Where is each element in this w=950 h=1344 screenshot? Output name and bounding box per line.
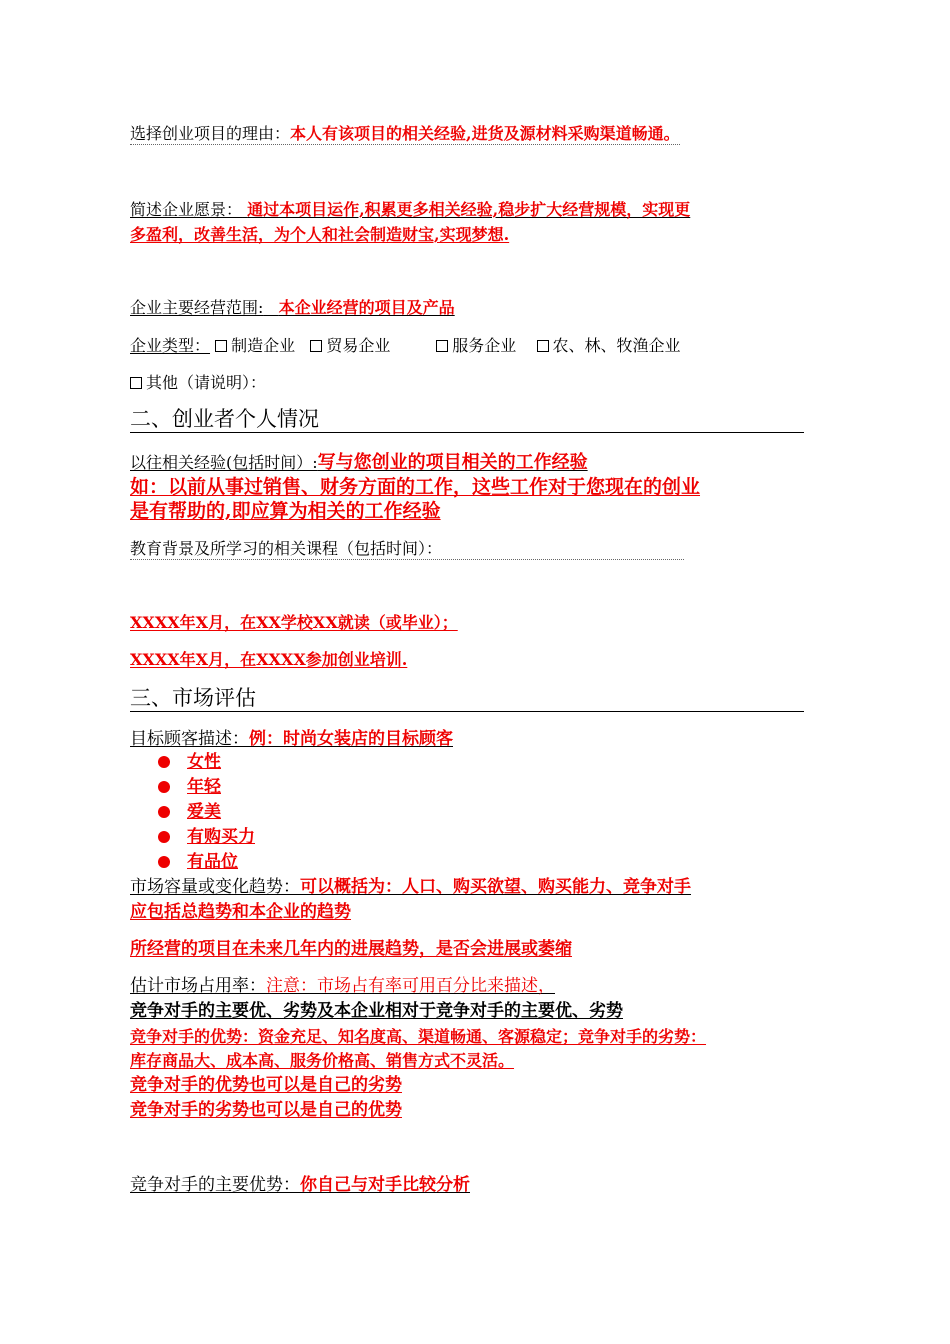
- vision-value-2: 多盈利，改善生活，为个人和社会制造财宝,实现梦想.: [130, 225, 510, 244]
- customer-line: [130, 729, 453, 749]
- scope-label: 企业主要经营范围:: [130, 298, 264, 317]
- main-advantage-label: 竞争对手的主要优势：: [130, 1175, 300, 1195]
- market-line-1: [130, 877, 691, 897]
- share-label: 估计市场占用率：: [130, 976, 266, 996]
- reason-line: [130, 124, 680, 145]
- vision-label: 简述企业愿景：: [130, 200, 243, 219]
- scope-line: [130, 298, 455, 317]
- bullet-icon: [158, 856, 170, 868]
- enterprise-type-label: 企业类型：: [130, 336, 211, 355]
- main-advantage-value: 你自己与对手比较分析: [300, 1175, 470, 1195]
- competitor-line-3: 竞争对手的优势也可以是自己的劣势: [130, 1075, 402, 1095]
- checkbox-trade[interactable]: 贸易企业: [310, 336, 390, 355]
- section-2-title: 二、创业者个人情况: [130, 407, 804, 433]
- bullet-icon: [158, 831, 170, 843]
- market-line-3: 所经营的项目在未来几年内的进展趋势，是否会进展或萎缩: [130, 939, 572, 959]
- competitor-heading: 竞争对手的主要优、劣势及本企业相对于竞争对手的主要优、劣势: [130, 1001, 623, 1021]
- competitor-line-1: 竞争对手的优势：资金充足、知名度高、渠道畅通、客源稳定；竞争对手的劣势：: [130, 1027, 707, 1046]
- market-line-2: 应包括总趋势和本企业的趋势: [130, 902, 351, 922]
- section-3-title: 三、市场评估: [130, 686, 804, 712]
- customer-bullet-4: 有购买力: [187, 827, 255, 847]
- enterprise-type-line: [130, 336, 681, 355]
- education-item-2: XXXX年X月，在XXXX参加创业培训.: [130, 650, 408, 669]
- checkbox-icon: [215, 340, 227, 352]
- checkbox-agriculture[interactable]: 农、林、牧渔企业: [537, 336, 681, 355]
- main-advantage-line: [130, 1175, 470, 1195]
- customer-value: 例：时尚女装店的目标顾客: [249, 729, 453, 749]
- bullet-icon: [158, 806, 170, 818]
- reason-label: 选择创业项目的理由：: [130, 124, 291, 143]
- enterprise-type-other-line: [130, 373, 266, 392]
- share-line: [130, 976, 555, 996]
- bullet-icon: [158, 756, 170, 768]
- market-label: 市场容量或变化趋势：: [130, 877, 300, 897]
- checkbox-icon: [130, 377, 142, 389]
- scope-value: 本企业经营的项目及产品: [278, 298, 455, 317]
- experience-note-1: 如：以前从事过销售、财务方面的工作，这些工作对于您现在的创业: [130, 476, 701, 498]
- customer-label: 目标顾客描述：: [130, 729, 249, 749]
- checkbox-service[interactable]: 服务企业: [436, 336, 516, 355]
- experience-label: 以往相关经验(包括时间）:: [130, 453, 318, 472]
- education-label: 教育背景及所学习的相关课程（包括时间）：: [130, 539, 684, 560]
- checkbox-other[interactable]: 其他（请说明）：: [130, 373, 266, 392]
- vision-value-1: 通过本项目运作,积累更多相关经验,稳步扩大经营规模，实现更: [247, 200, 691, 219]
- checkbox-icon: [537, 340, 549, 352]
- vision-line-1: [130, 200, 690, 219]
- bullet-icon: [158, 781, 170, 793]
- market-value: 可以概括为：人口、购买欲望、购买能力、竞争对手: [300, 877, 691, 897]
- share-value: 注意：市场占有率可用百分比来描述，: [266, 976, 555, 996]
- experience-note-2: 是有帮助的,即应算为相关的工作经验: [130, 500, 441, 522]
- reason-value: 本人有该项目的相关经验,进货及源材料采购渠道畅通。: [290, 124, 680, 143]
- checkbox-icon: [310, 340, 322, 352]
- customer-bullet-3: 爱美: [187, 802, 221, 822]
- experience-line: [130, 452, 588, 474]
- experience-value: 写与您创业的项目相关的工作经验: [317, 452, 588, 473]
- customer-bullet-2: 年轻: [187, 777, 221, 797]
- competitor-line-4: 竞争对手的劣势也可以是自己的优势: [130, 1100, 402, 1120]
- customer-bullet-5: 有品位: [187, 852, 238, 872]
- customer-bullet-1: 女性: [187, 752, 221, 772]
- checkbox-manufacturing[interactable]: 制造企业: [215, 336, 295, 355]
- checkbox-icon: [436, 340, 448, 352]
- competitor-line-2: 库存商品大、成本高、服务价格高、销售方式不灵活。: [130, 1051, 515, 1070]
- education-item-1: XXXX年X月，在XX学校XX就读（或毕业）；: [130, 613, 458, 632]
